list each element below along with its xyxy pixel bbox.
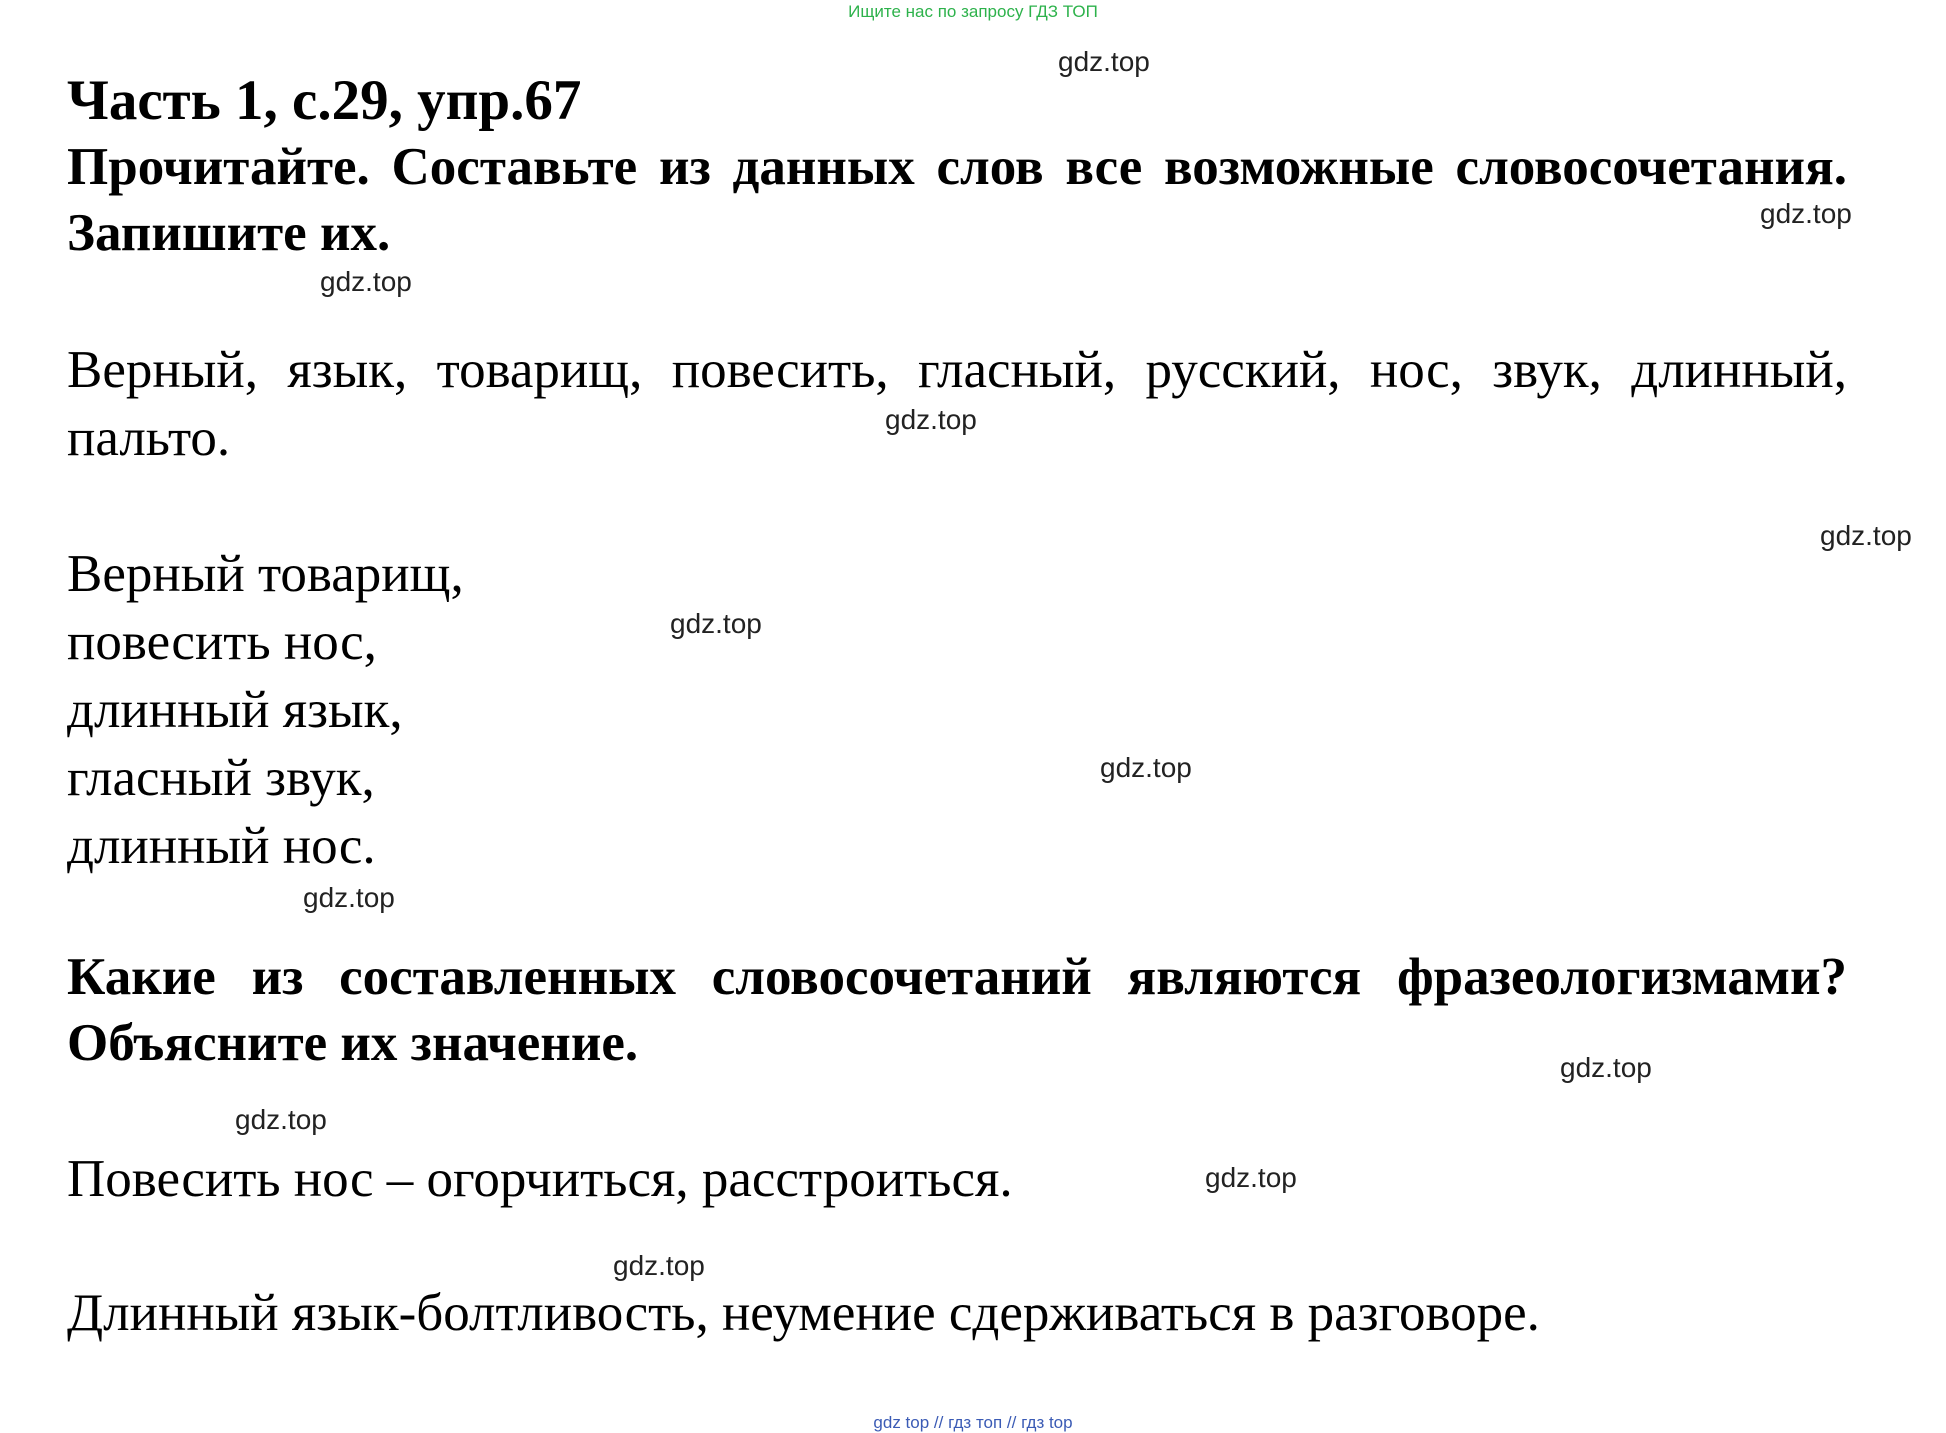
page-title: Часть 1, с.29, упр.67 [67, 69, 582, 132]
watermark: gdz.top [670, 608, 762, 639]
phrase-answer: длинный язык, [67, 681, 403, 739]
watermark: gdz.top [320, 266, 412, 297]
watermark: gdz.top [1560, 1052, 1652, 1083]
search-banner[interactable]: Ищите нас по запросу ГДЗ ТОП [848, 2, 1098, 21]
word-list: Верный, язык, товарищ, повесить, гласный, русский, нос, звук, длинный, пальто. [67, 341, 1847, 467]
task-instruction-2: Какие из составленных словосочетаний являются фразеологизмами? Объясните их значение. [67, 948, 1847, 1072]
watermark: gdz.top [1058, 46, 1150, 77]
footer-links[interactable]: gdz top // гдз топ // гдз top [873, 1413, 1073, 1432]
idiom-meaning-2: Длинный язык-болтливость, неумение сдерживаться в разговоре. [67, 1284, 1540, 1342]
phrase-answer: длинный нос. [67, 817, 376, 875]
phrase-answers [67, 540, 464, 880]
watermark: gdz.top [1760, 198, 1852, 229]
watermark: gdz.top [235, 1104, 327, 1135]
watermark: gdz.top [885, 404, 977, 435]
watermark: gdz.top [1205, 1162, 1297, 1193]
phrase-answer: повесить нос, [67, 613, 377, 671]
watermark: gdz.top [1820, 520, 1912, 551]
task-instruction-1: Прочитайте. Составьте из данных слов все возможные словосочетания. Запишите их. [67, 138, 1847, 262]
watermark: gdz.top [613, 1250, 705, 1281]
phrase-answer: гласный звук, [67, 749, 375, 807]
phrase-answer: Верный товарищ, [67, 545, 464, 603]
watermark: gdz.top [1100, 752, 1192, 783]
watermark: gdz.top [303, 882, 395, 913]
idiom-meaning-1: Повесить нос – огорчиться, расстроиться. [67, 1150, 1013, 1208]
